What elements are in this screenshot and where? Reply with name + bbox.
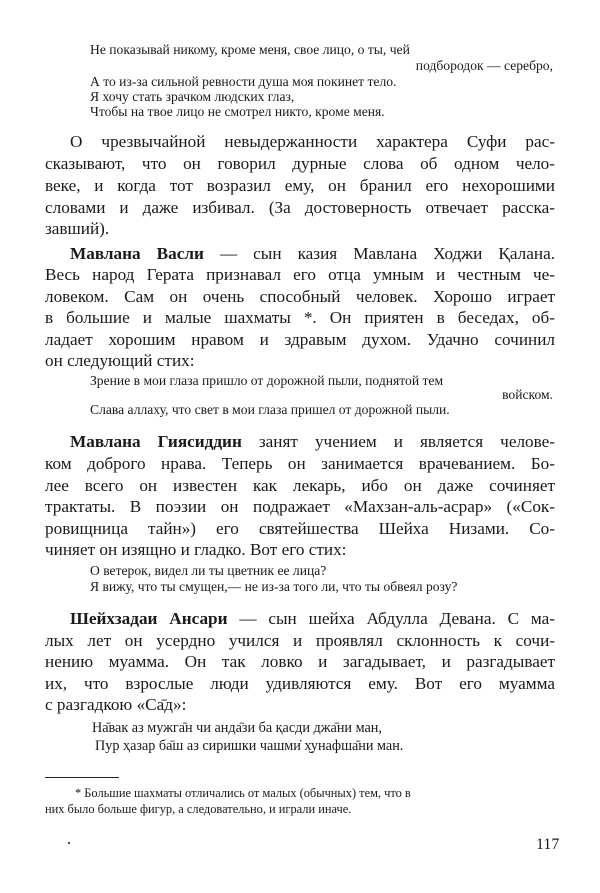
poem-line: Зрение в мои глаза пришло от дорожной пыли, поднятой тем — [90, 373, 444, 388]
poem-line-continuation: войском. — [502, 387, 553, 402]
paragraph-line: ровищница тайн») его святейшества Шейха Низами. Со- — [45, 519, 555, 538]
paragraph-line: ладает хорошим нравом и здравым духом. Удачно сочинил — [45, 330, 555, 349]
footnote-line: * Большие шахматы отличались от малых (обычных) тем, что в — [75, 786, 411, 800]
paragraph-line: чиняет он изящно и гладко. Вот его стих: — [45, 540, 347, 559]
footnote-line: них было больше фигур, а следовательно, и играли иначе. — [45, 802, 352, 816]
poem-line: Не показывай никому, кроме меня, свое лицо, о ты, чей — [90, 42, 410, 57]
page-number: 117 — [536, 836, 560, 853]
paragraph-line: завший). — [45, 219, 110, 238]
poem-line: Пур ҳазар ба̄ш аз сиришки чашми̇ х̮унафша̄ни ман. — [95, 738, 404, 754]
paragraph-first-line: Мавлана Гиясиддин занят учением и является челове- — [70, 432, 555, 451]
poem-line: А то из-за сильной ревности душа моя покинет тело. — [90, 74, 397, 89]
footnote-separator — [45, 777, 119, 778]
poem-line: О ветерок, видел ли ты цветник ее лица? — [90, 563, 327, 578]
paragraph-line: нению муамма. Он так ловко и загадывает, и разгадывает — [45, 652, 555, 671]
paragraph-line: он следующий стих: — [45, 351, 195, 370]
paragraph-line: О чрезвычайной невыдержанности характера Суфи рас- — [70, 132, 555, 151]
paragraph-line: лых лет он усердно учился и проявлял склонность к сочи- — [45, 631, 555, 650]
paragraph-first-line: Мавлана Васли — сын казия Мавлана Ходжи Қалана. — [70, 244, 555, 263]
person-name: Мавлана Гиясиддин — [70, 432, 242, 451]
paragraph-line: лее всего он известен как лекарь, ибо он даже сочиняет — [45, 476, 555, 495]
paragraph-line: ловеком. Сам он очень способный человек. Хорошо играет — [45, 287, 555, 306]
paragraph-line: Весь народ Герата признавал его отца умным и честным че- — [45, 265, 555, 284]
paragraph-line: словами и даже избивал. (За достоверность отвечает расска- — [45, 198, 555, 217]
print-speck — [68, 842, 70, 844]
paragraph-line: ком доброго нрава. Теперь он занимается врачеванием. Бо- — [45, 454, 555, 473]
paragraph-line: веке, и когда тот возразил ему, он бранил его нехорошими — [45, 176, 555, 195]
person-name: Мавлана Васли — [70, 244, 204, 263]
poem-line: На̄вак аз мужга̄н чи анда̄зи ба қасди джа̄ни ман, — [92, 720, 382, 736]
poem-line: Слава аллаху, что свет в мои глаза пришел от дорожной пыли. — [90, 402, 450, 417]
paragraph-first-line: Шейхзадаи Ансари — сын шейха Абдулла Девана. С ма- — [70, 609, 555, 628]
paragraph-line: их, что взрослые люди удивляются ему. Вот его муамма — [45, 674, 555, 693]
poem-line: Я хочу стать зрачком людских глаз, — [90, 89, 295, 104]
poem-line: Чтобы на твое лицо не смотрел никто, кроме меня. — [90, 104, 385, 119]
paragraph-line: сказывают, что он говорил дурные слова об одном чело- — [45, 154, 555, 173]
person-name: Шейхзадаи Ансари — [70, 609, 228, 628]
paragraph-line: в большие и малые шахматы *. Он приятен в беседах, об- — [45, 308, 555, 327]
poem-line: Я вижу, что ты смущен,— не из-за того ли, что ты обвеял розу? — [90, 579, 458, 594]
paragraph-line: с разгадкою «Са̄д»: — [45, 695, 187, 714]
poem-line-continuation: подбородок — серебро, — [415, 58, 553, 73]
paragraph-line: трактаты. В поэзии он подражает «Махзан-аль-асрар» («Сок- — [45, 497, 555, 516]
